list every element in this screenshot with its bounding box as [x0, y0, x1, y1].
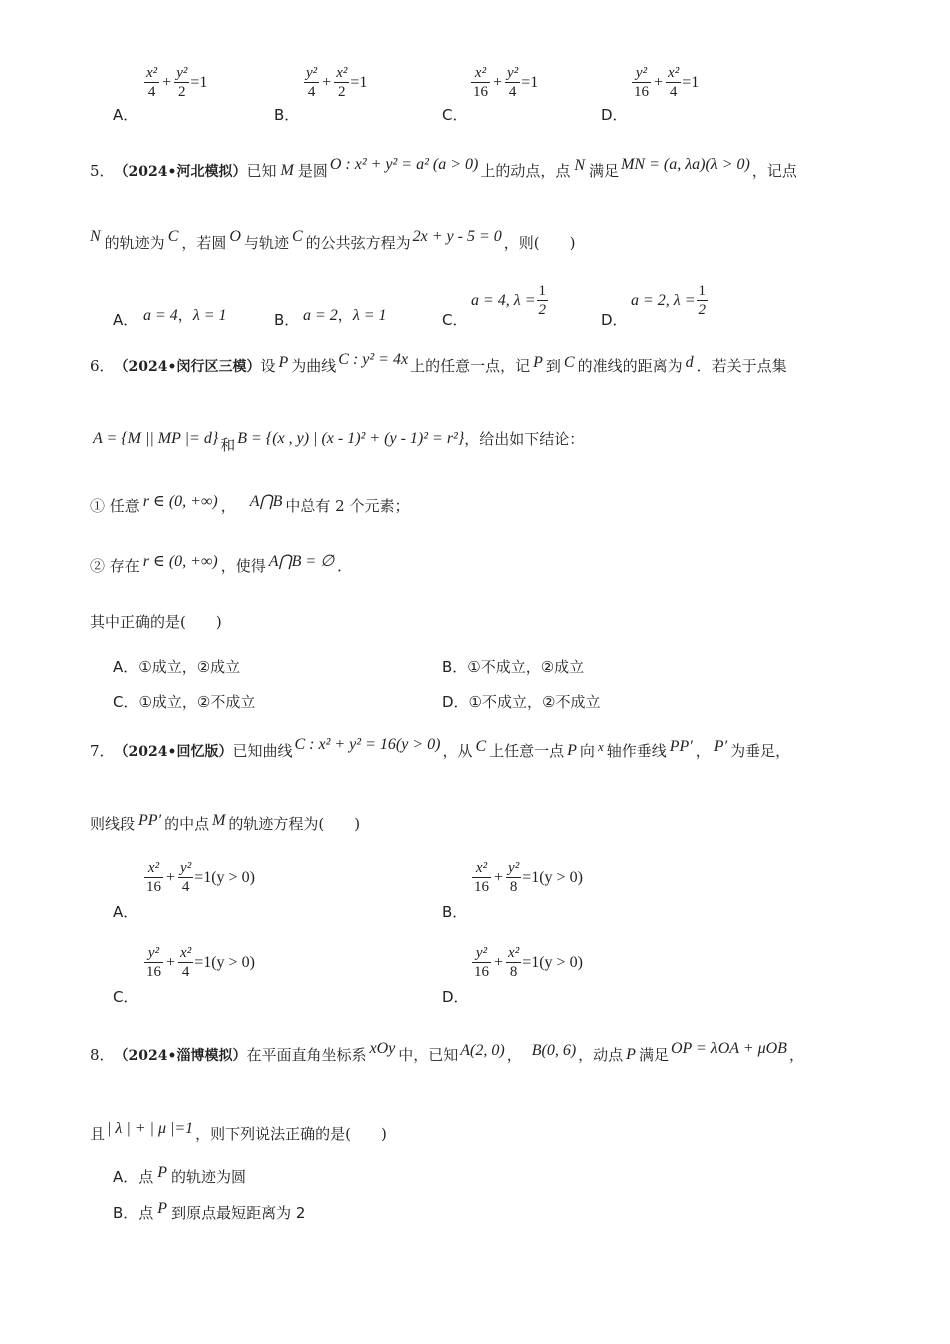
q4-option-c-formula: $\frac{\text{x²}}{16}$ + $\frac{\text{y²}}{4}$ =1 — [473, 65, 539, 100]
q8-source: （2024•淄博模拟） — [114, 1047, 247, 1064]
q5-option-b-text: a = 2，λ = 1 — [303, 306, 387, 324]
q5-vector-eq: MN = (a, λa)(λ > 0) — [621, 155, 750, 173]
q5-option-c-text: a = 4, λ = $\frac{1}{2}$ — [471, 283, 547, 318]
q4-option-a-formula: $\frac{\text{x²}}{4}$ + $\frac{\text{y²}}{2}$ =1 — [146, 65, 208, 100]
q7-option-a-label: A． — [113, 903, 139, 921]
q4-option-d-label: D． — [601, 106, 628, 124]
q5-number: 5． — [90, 162, 115, 180]
q7-option-c-formula: $\frac{\text{y²}}{16}$ + $\frac{\text{x²}}{4}$ =1(y > 0) — [146, 945, 255, 980]
q5-option-d-label: D． — [601, 311, 628, 329]
q7-option-d-label: D． — [442, 988, 469, 1006]
q8-option-b: B．点 P 到原点最短距离为 2 — [113, 1199, 306, 1222]
q7-source: （2024•回忆版） — [114, 743, 233, 760]
q7-option-d-formula: $\frac{\text{y²}}{16}$ + $\frac{\text{x²}}{8}$ =1(y > 0) — [474, 945, 583, 980]
q7-option-c-label: C． — [113, 988, 139, 1006]
q6-option-b: B．①不成立，②成立 — [442, 658, 585, 676]
q8-vector-eq: OP = λOA + μOB — [670, 1039, 787, 1057]
q6-stem-line1: 6． （2024•闵行区三模） 设 P 为曲线 C : y² = 4x 上的任意一点，记 P 到 C 的准线的距离为 d ．若关于点集 — [90, 350, 787, 375]
q6-ask: 其中正确的是( ) — [90, 613, 222, 631]
q5-source: （2024•河北模拟） — [114, 163, 247, 180]
q5-chord-eq: 2x + y - 5 = 0 — [412, 227, 502, 245]
q5-option-b-label: B． — [274, 311, 300, 329]
q6-conclusion-1: ① 任意 r ∈ (0, +∞) ， A⋂B 中总有 2 个元素； — [90, 492, 410, 515]
q8-number: 8． — [90, 1046, 115, 1064]
q4-option-a-label: A． — [113, 106, 139, 124]
q5-option-a-label: A． — [113, 311, 139, 329]
q7-curve-eq: C : x² + y² = 16(y > 0) — [294, 735, 441, 753]
q7-option-a-formula: $\frac{\text{x²}}{16}$ + $\frac{\text{y²}}{4}$ =1(y > 0) — [146, 860, 255, 895]
q7-stem-line1: 7． （2024•回忆版） 已知曲线 C : x² + y² = 16(y > 0) ，从 C 上任意一点 P 向 x 轴作垂线 PP′ ， P′ 为垂足， — [90, 735, 791, 760]
q4-option-b-formula: $\frac{\text{y²}}{4}$ + $\frac{\text{x²}}{2}$ =1 — [306, 65, 368, 100]
q6-curve-eq: C : y² = 4x — [338, 350, 409, 368]
q6-option-a: A．①成立，②成立 — [113, 658, 241, 676]
q6-stem-line2: A = {M || MP |= d} 和 B = {(x , y) | (x - 1)² + (y - 1)² = r²} ，给出如下结论： — [93, 429, 585, 454]
q5-stem-line2: N 的轨迹为 C ，若圆 O 与轨迹 C 的公共弦方程为 2x + y - 5 = 0 ，则( ) — [90, 227, 576, 252]
q4-option-c-label: C． — [442, 106, 468, 124]
q6-conclusion-2: ② 存在 r ∈ (0, +∞) ，使得 A⋂B = ∅ ． — [90, 552, 353, 575]
q5-option-c-label: C． — [442, 311, 468, 329]
q4-option-b-label: B． — [274, 106, 300, 124]
q8-stem-line2: 且 | λ | + | μ |=1 ，则下列说法正确的是( ) — [90, 1119, 387, 1143]
q6-set-a: A = {M || MP |= d} — [93, 429, 219, 447]
q7-stem-line2: 则线段 PP′ 的中点 M 的轨迹方程为( ) — [90, 811, 361, 833]
q5-option-a-text: a = 4，λ = 1 — [143, 306, 227, 324]
q6-option-c: C．①成立，②不成立 — [113, 693, 256, 711]
q6-source: （2024•闵行区三模） — [114, 358, 261, 375]
q5-option-d-text: a = 2, λ = $\frac{1}{2}$ — [631, 283, 707, 318]
q6-number: 6． — [90, 357, 115, 375]
q7-option-b-label: B． — [442, 903, 468, 921]
q6-option-d: D．①不成立，②不成立 — [442, 693, 601, 711]
q7-option-b-formula: $\frac{\text{x²}}{16}$ + $\frac{\text{y²}}{8}$ =1(y > 0) — [474, 860, 583, 895]
q5-stem-line1: 5． （2024•河北模拟） 已知 M 是圆 O : x² + y² = a² (a > 0) 上的动点，点 N 满足 MN = (a, λa)(λ > 0) ，记点 — [90, 155, 797, 180]
q8-stem-line1: 8． （2024•淄博模拟） 在平面直角坐标系 xOy 中，已知 A(2, 0) ， B(0, 6) ，动点 P 满足 OP = λOA + μOB ， — [90, 1039, 804, 1064]
q4-option-d-formula: $\frac{\text{y²}}{16}$ + $\frac{\text{x²}}{4}$ =1 — [634, 65, 700, 100]
q6-set-b: B = {(x , y) | (x - 1)² + (y - 1)² = r²} — [237, 429, 465, 447]
q8-option-a: A．点 P 的轨迹为圆 — [113, 1163, 247, 1186]
q7-number: 7． — [90, 742, 115, 760]
q5-circle-eq: O : x² + y² = a² (a > 0) — [329, 155, 479, 173]
